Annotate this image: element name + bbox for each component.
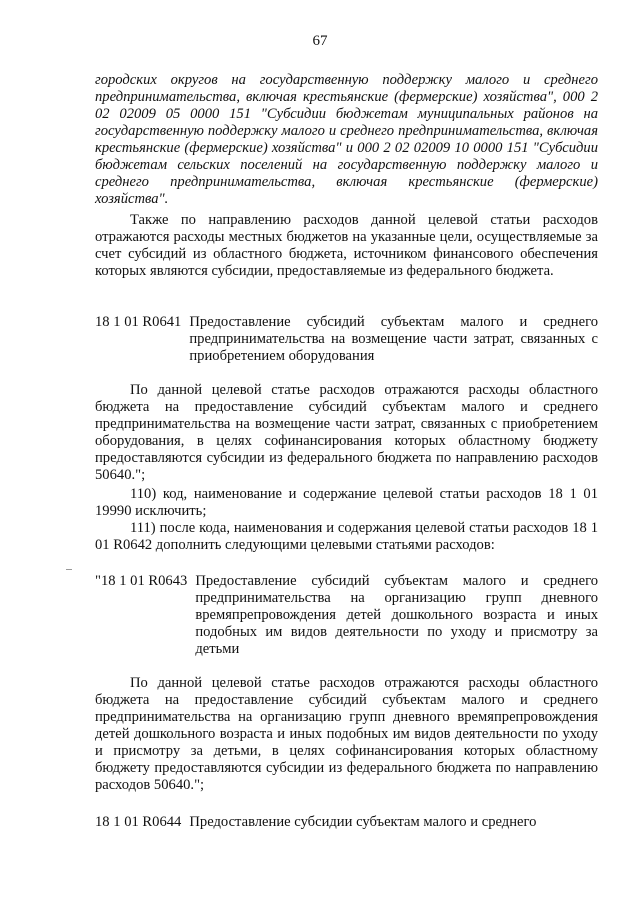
target-article-code: 18 1 01 R0644	[95, 814, 182, 830]
target-article-code: "18 1 01 R0643	[95, 573, 188, 589]
target-article-description: Предоставление субсидий субъектам малого и среднего предпринимательства на организацию групп дневного времяпрепровождения детей дошкольного возраста и иных подобных им видов деятельности по уходу и присмотру за детьми	[195, 573, 598, 657]
page-number: 67	[312, 33, 328, 49]
target-article-code: 18 1 01 R0641	[95, 314, 182, 330]
amendment-item-110: 110) код, наименование и содержание целевой статьи расходов 18 1 01 19990 исключить;	[95, 486, 598, 519]
target-article-r0643	[95, 573, 598, 658]
margin-mark	[66, 569, 72, 570]
body-paragraph-r0641: По данной целевой статье расходов отражаются расходы областного бюджета на предоставление субсидий субъектам малого и среднего предпринимательства на возмещение части затрат, связанных с приобретением оборудования, в целях софинансирования которых областному бюджету предоставляются субсидии из федерального бюджета по направлению расходов 50640.";	[95, 382, 598, 483]
target-article-r0644	[95, 814, 598, 831]
target-article-description: Предоставление субсидии субъектам малого и среднего	[189, 814, 537, 830]
target-article-description: Предоставление субсидий субъектам малого и среднего предпринимательства на возмещение части затрат, связанных с приобретением оборудования	[189, 314, 598, 364]
body-paragraph-r0643: По данной целевой статье расходов отражаются расходы областного бюджета на предоставление субсидий субъектам малого и среднего предпринимательства на организацию групп дневного времяпрепровождения детей дошкольного возраста и иных подобных им видов деятельности по уходу и присмотру за детьми, в целях софинансирования которых областному бюджету предоставляются субсидии из федерального бюджета по направлению расходов 50640.";	[95, 675, 598, 793]
italic-continuation-paragraph: городских округов на государственную поддержку малого и среднего предпринимательства, включая крестьянские (фермерские) хозяйства", 000 2 02 02009 05 0000 151 "Субсидии бюджетам муниципальных районов на государственную поддержку малого и среднего предпринимательства, включая крестьянские (фермерские) хозяйства" и 000 2 02 02009 10 0000 151 "Субсидии бюджетам сельских поселений на государственную поддержку малого и среднего предпринимательства, включая крестьянские (фермерские) хозяйства".	[95, 72, 598, 207]
target-article-r0641	[95, 314, 598, 365]
body-paragraph-local-budgets: Также по направлению расходов данной целевой статьи расходов отражаются расходы местных бюджетов на указанные цели, осуществляемые за счет субсидий из областного бюджета, источником финансового обеспечения которых являются субсидии, предоставляемые из федерального бюджета.	[95, 212, 598, 279]
amendment-item-111: 111) после кода, наименования и содержания целевой статьи расходов 18 1 01 R0642 дополнить следующими целевыми статьями расходов:	[95, 520, 598, 553]
